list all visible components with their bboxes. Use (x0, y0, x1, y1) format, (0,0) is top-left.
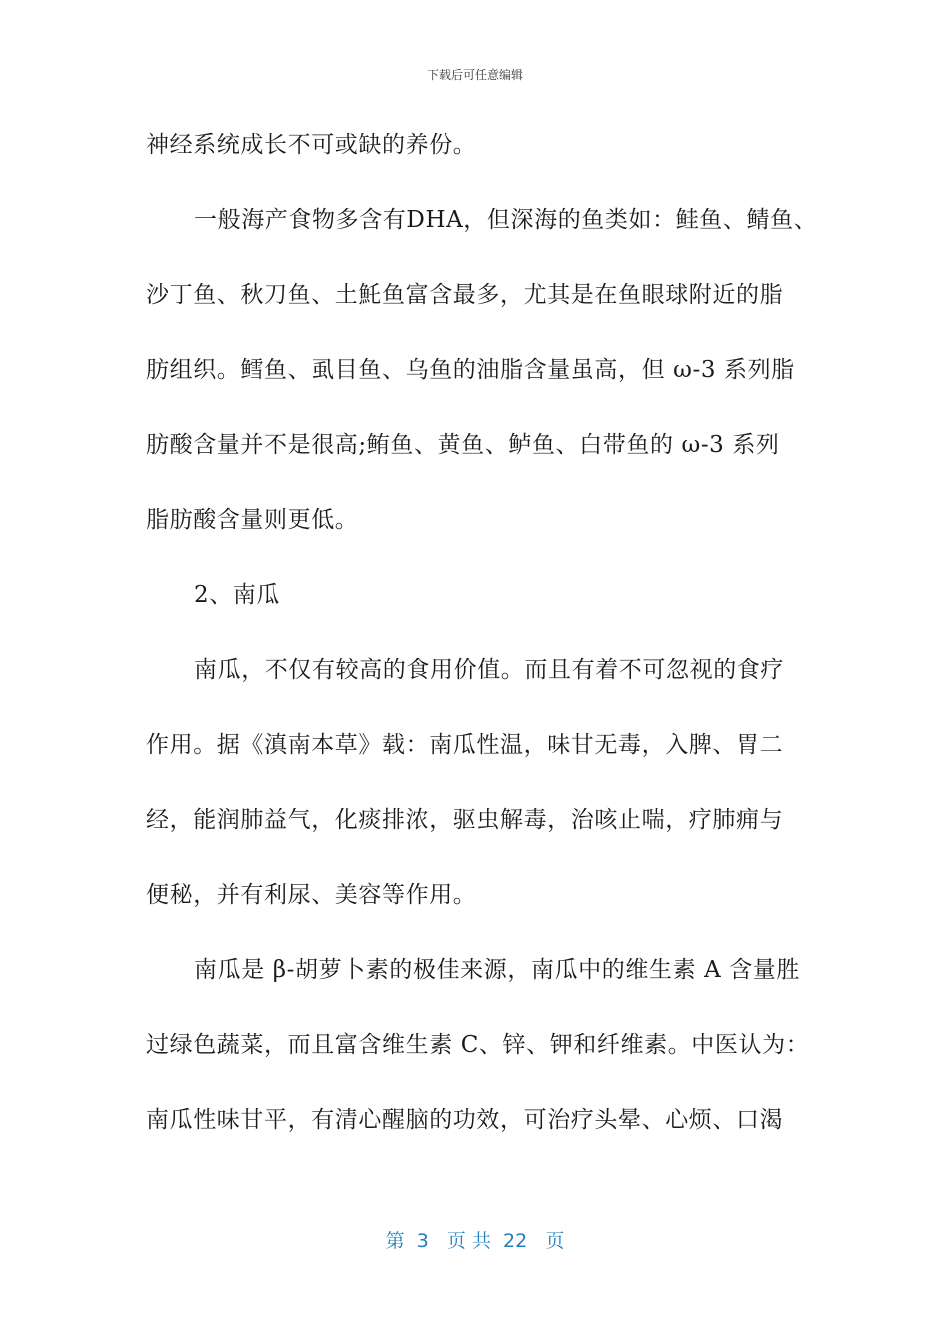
text-line: 过绿色蔬菜，而且富含维生素 C、锌、钾和纤维素。中医认为： (146, 1032, 810, 1058)
text-line: 脂肪酸含量则更低。 (146, 507, 359, 533)
text-line: 沙丁鱼、秋刀鱼、土魠鱼富含最多，尤其是在鱼眼球附近的脂 (146, 282, 784, 308)
text-line: 神经系统成长不可或缺的养份。 (146, 132, 477, 158)
text-line: 南瓜是 β-胡萝卜素的极佳来源，南瓜中的维生素 A 含量胜 (194, 957, 801, 983)
text-line: 南瓜性味甘平，有清心醒脑的功效，可治疗头晕、心烦、口渴 (146, 1107, 784, 1133)
text-line: 肪组织。鳕鱼、虱目鱼、乌鱼的油脂含量虽高，但 ω-3 系列脂 (146, 357, 795, 383)
text-line: 经，能润肺益气，化痰排浓，驱虫解毒，治咳止喘，疗肺痈与 (146, 807, 784, 833)
page-number-footer: 第 3 页 共 22 页 (385, 1230, 565, 1252)
text-line: 一般海产食物多含有DHA，但深海的鱼类如：鲑鱼、鲭鱼、 (194, 207, 818, 233)
section-heading: 2、南瓜 (194, 582, 281, 608)
text-line: 便秘，并有利尿、美容等作用。 (146, 882, 477, 908)
text-line: 南瓜，不仅有较高的食用价值。而且有着不可忽视的食疗 (194, 657, 784, 683)
page-header: 下载后可任意编辑 (426, 68, 523, 82)
text-line: 作用。据《滇南本草》载：南瓜性温，味甘无毒，入脾、胃二 (146, 732, 784, 758)
document-body (146, 122, 818, 1172)
text-line: 肪酸含量并不是很高;鲔鱼、黄鱼、鲈鱼、白带鱼的 ω-3 系列 (146, 432, 780, 458)
